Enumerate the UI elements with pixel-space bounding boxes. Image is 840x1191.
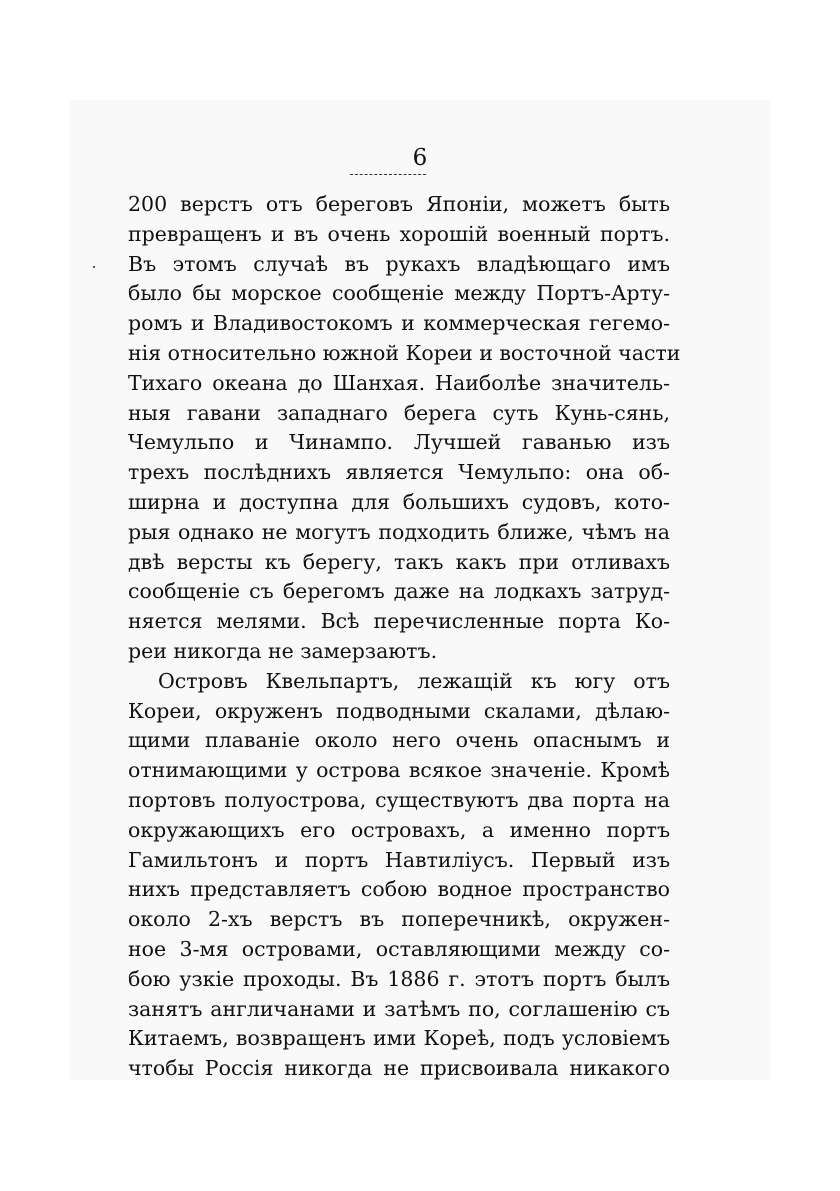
text-line: Гамильтонъ и портъ Навтиліусъ. Первый изъ [128, 847, 670, 872]
text-line: рыя однако не могутъ подходить ближе, чѣмъ на [128, 519, 670, 544]
paragraph-2 [128, 667, 670, 1084]
text-line: Въ этомъ случаѣ въ рукахъ владѣющаго имъ [128, 251, 670, 276]
text-line: отнимающими у острова всякое значеніе. Кромѣ [128, 758, 670, 783]
text-line: занятъ англичанами и затѣмъ по, соглашенію съ [128, 996, 670, 1021]
text-line: сообщеніе съ берегомъ даже на лодкахъ затруд- [128, 579, 670, 604]
text-line: Тихаго океана до Шанхая. Наиболѣе значитель- [128, 370, 670, 395]
text-line: ное 3-мя островами, оставляющими между со- [128, 936, 670, 961]
text-line: бою узкіе проходы. Въ 1886 г. этотъ портъ былъ [128, 966, 670, 991]
text-line: двѣ версты къ берегу, такъ какъ при отливахъ [128, 549, 670, 574]
body-text [128, 190, 681, 1084]
text-line: портовъ полуострова, существуютъ два порта на [128, 787, 670, 812]
text-line: нія относительно южной Кореи и восточной части [128, 340, 681, 365]
text-line: превращенъ и въ очень хорошій военный портъ. [128, 221, 670, 246]
text-line: чтобы Россія никогда не присвоивала никакого [128, 1056, 670, 1081]
text-line: реи никогда не замерзаютъ. [128, 638, 438, 663]
text-line: Китаемъ, возвращенъ ими Кореѣ, подъ условіемъ [128, 1026, 670, 1051]
margin-mark [93, 266, 95, 268]
text-line: няется мелями. Всѣ перечисленные порта Ко- [128, 609, 670, 634]
text-line: нихъ представляетъ собою водное пространство [128, 877, 670, 902]
paragraph-1 [128, 190, 681, 667]
text-line: Кореи, окруженъ подводными скалами, дѣлаю- [128, 698, 670, 723]
page-number: 6 [412, 145, 428, 171]
text-line: щими плаваніе около него очень опаснымъ и [128, 728, 670, 753]
text-line: ныя гавани западнаго берега суть Кунь-сянь, [128, 400, 670, 425]
text-line: трехъ послѣднихъ является Чемульпо: она об- [128, 460, 670, 485]
text-line: Чемульпо и Чинампо. Лучшей гаванью изъ [128, 430, 670, 455]
header-rule [350, 174, 426, 175]
text-line: было бы морское сообщеніе между Портъ-Арту- [128, 281, 670, 306]
text-line: Островъ Квельпартъ, лежащій къ югу отъ [158, 668, 670, 693]
text-line: ширна и доступна для большихъ судовъ, кото- [128, 489, 670, 514]
text-line: около 2-хъ верстъ въ поперечникѣ, окружен- [128, 907, 670, 932]
text-line: 200 верстъ отъ береговъ Японіи, можетъ быть [128, 192, 670, 216]
text-line: ромъ и Владивостокомъ и коммерческая гегемо- [128, 311, 670, 336]
text-line: окружающихъ его островахъ, а именно портъ [128, 817, 670, 842]
